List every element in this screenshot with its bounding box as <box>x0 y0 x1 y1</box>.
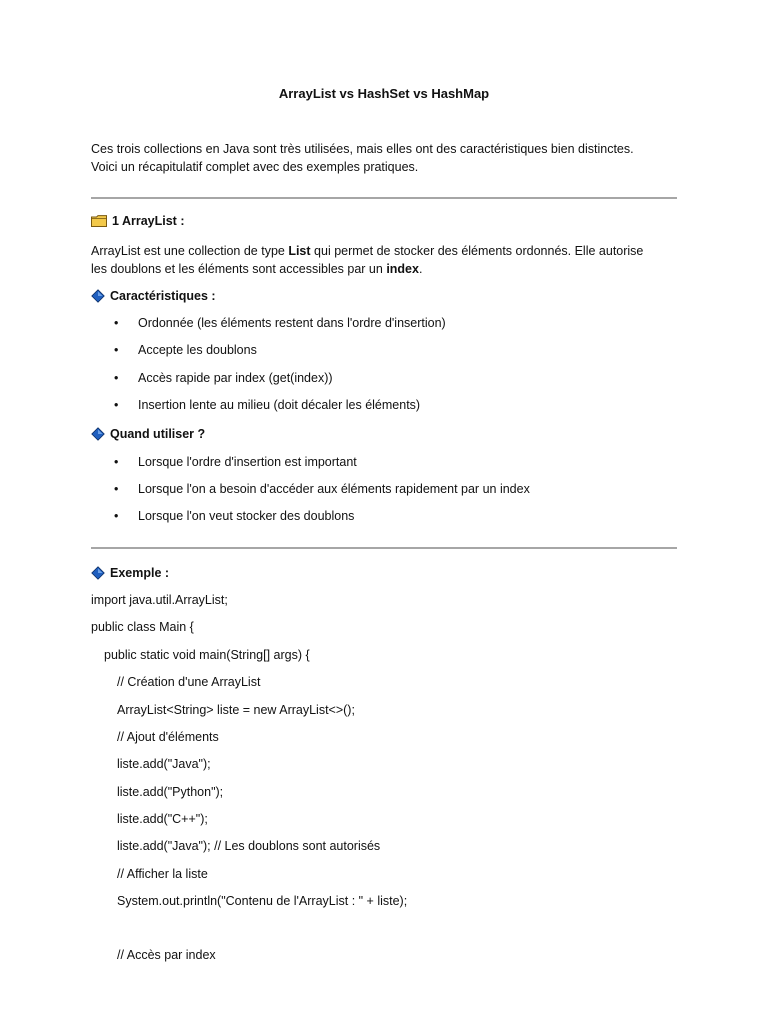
subheading-exemple <box>91 566 169 580</box>
bullet-icon: • <box>114 455 119 469</box>
subheading-label: Quand utiliser ? <box>110 427 206 441</box>
subheading-label: Exemple : <box>110 566 170 580</box>
code-line: import java.util.ArrayList; <box>91 593 228 607</box>
code-line: // Accès par index <box>117 948 216 962</box>
diamond-icon <box>91 566 105 580</box>
divider <box>91 197 677 199</box>
subheading-caracteristiques <box>91 289 216 303</box>
code-line: // Afficher la liste <box>117 867 208 881</box>
diamond-icon <box>91 289 105 303</box>
divider <box>91 547 677 549</box>
list-item: Accepte les doublons <box>138 343 257 357</box>
code-line: public class Main { <box>91 620 194 634</box>
code-line: System.out.println("Contenu de l'ArrayList : " + liste); <box>117 894 408 908</box>
list-item: Lorsque l'on a besoin d'accéder aux éléments rapidement par un index <box>138 482 530 496</box>
arraylist-desc-line-2: les doublons et les éléments sont accessibles par un index. <box>91 262 423 276</box>
code-line: ArrayList<String> liste = new ArrayList<>(); <box>117 703 355 717</box>
code-line: // Ajout d'éléments <box>117 730 219 744</box>
arraylist-desc-line-1: ArrayList est une collection de type List qui permet de stocker des éléments ordonnés. Elle autorise <box>91 244 644 258</box>
subheading-label: Caractéristiques : <box>110 289 216 303</box>
bullet-icon: • <box>114 343 119 357</box>
diamond-icon <box>91 427 105 441</box>
code-line: liste.add("Java"); // Les doublons sont autorisés <box>117 839 381 853</box>
list-item: Lorsque l'on veut stocker des doublons <box>138 509 355 523</box>
code-line: liste.add("Python"); <box>117 785 224 799</box>
bullet-icon: • <box>114 316 119 330</box>
intro-line-2: Voici un récapitulatif complet avec des exemples pratiques. <box>91 160 419 174</box>
folder-icon <box>91 215 107 227</box>
bullet-icon: • <box>114 509 119 523</box>
code-line: liste.add("Java"); <box>117 757 211 771</box>
list-item: Lorsque l'ordre d'insertion est important <box>138 455 357 469</box>
subheading-quand-utiliser <box>91 427 205 441</box>
bullet-icon: • <box>114 398 119 412</box>
intro-line-1: Ces trois collections en Java sont très utilisées, mais elles ont des caractéristiques bien distinctes. <box>91 142 634 156</box>
section-heading-label: 1 ArrayList : <box>112 214 185 228</box>
bullet-icon: • <box>114 482 119 496</box>
section-heading-arraylist <box>91 214 184 228</box>
code-line: liste.add("C++"); <box>117 812 208 826</box>
page-title: ArrayList vs HashSet vs HashMap <box>278 86 490 101</box>
list-item: Ordonnée (les éléments restent dans l'ordre d'insertion) <box>138 316 446 330</box>
list-item: Insertion lente au milieu (doit décaler les éléments) <box>138 398 421 412</box>
bullet-icon: • <box>114 371 119 385</box>
code-line: public static void main(String[] args) { <box>104 648 310 662</box>
code-line: // Création d'une ArrayList <box>117 675 261 689</box>
list-item: Accès rapide par index (get(index)) <box>138 371 333 385</box>
